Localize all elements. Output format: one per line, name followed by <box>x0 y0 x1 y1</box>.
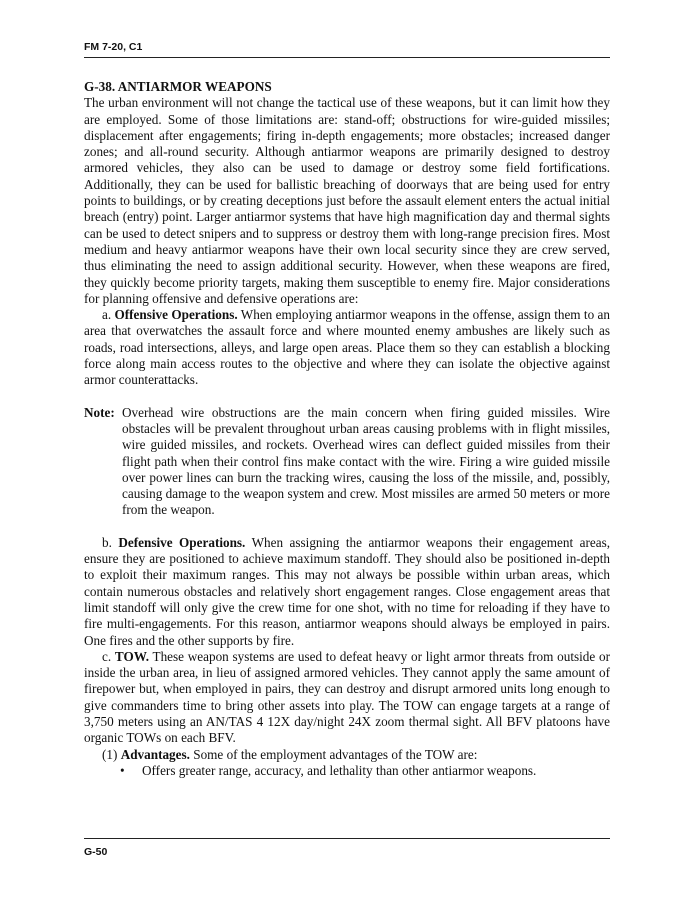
paragraph-b-prefix: b. <box>102 534 119 550</box>
note-text: Overhead wire obstructions are the main concern when firing guided missiles. Wire obstacles will be prevalent throughout urban areas causing problems with in flight missiles, wire guided missiles, and rockets. Overhead wires can deflect guided missiles from their flight path when their control fins make contact with the wire. Firing a wire guided missile over power lines can burn the tracking wires, causing the loss of the missile, and, possibly, causing damage to the weapon system and crew. Most missiles are armed 50 meters or more from the weapon. <box>122 404 610 518</box>
paragraph-b <box>84 535 610 649</box>
paragraph-c-prefix: c. <box>102 648 115 664</box>
paragraph-c-lead: TOW. <box>114 648 149 664</box>
bullet-icon: • <box>120 762 125 778</box>
header-rule <box>84 57 610 58</box>
paragraph-a <box>84 307 610 388</box>
paragraph-a-text: When employing antiarmor weapons in the offense, assign them to an area that overwatches the assault force and where mounted enemy ambushes are likely such as roads, road intersections, alleys, and large open areas. Place them so they can establish a blocking force along main access routes to the objective and where they can isolate the objective against armor counterattacks. <box>84 307 610 388</box>
advantages-prefix: (1) <box>102 746 121 762</box>
paragraph-a-lead: Offensive Operations. <box>114 307 238 323</box>
paragraph-b-lead: Defensive Operations. <box>118 534 246 550</box>
section-heading: G-38. ANTIARMOR WEAPONS <box>84 79 272 94</box>
paragraph-b-text: When assigning the antiarmor weapons their engagement areas, ensure they are positioned to achieve maximum standoff. They should also be positioned in-depth to exploit their maximum ranges. This may not always be possible within urban areas, which contain numerous obstacles and relatively short engagement ranges. Close engagement areas that limit standoff will only give the crew time for one shot, with no time for reloading if they have to fire multi-engagements. For this reason, antiarmor weapons should always be employed in pairs. One fires and the other supports by fire. <box>84 534 611 648</box>
advantages-text: Some of the employment advantages of the TOW are: <box>189 746 478 762</box>
paragraph-a-prefix: a. <box>102 307 115 323</box>
page-number: G-50 <box>84 846 108 858</box>
paragraph-c-text: These weapon systems are used to defeat heavy or light armor threats from outside or inside the urban area, in lieu of assigned armored vehicles. They cannot apply the same amount of firepower but, when employed in pairs, they can destroy and disrupt armored units long enough to give commanders time to bring other assets into play. The TOW can engage targets at a range of 3,750 meters using an AN/TAS 4 12X day/night 24X zoom thermal sight. All BFV platoons have organic TOWs on each BFV. <box>84 648 610 746</box>
advantages-paragraph <box>84 747 610 763</box>
note-label: Note: <box>84 404 115 420</box>
bullet-text: Offers greater range, accuracy, and lethality than other antiarmor weapons. <box>142 762 537 778</box>
page-content <box>84 79 610 779</box>
paragraph-c <box>84 649 610 747</box>
page-header: FM 7-20, C1 <box>84 41 143 53</box>
footer-rule <box>84 838 610 839</box>
section-intro: The urban environment will not change the tactical use of these weapons, but it can limit how they are employed. Some of those limitations are: stand-off; obstructions for wire-guided missiles; displacement after engagements; firing in-depth engagements; more obstacles; increased danger zones; and all-round security. Although antiarmor weapons are primarily designed to destroy armored vehicles, they also can be used to damage or destroy some field fortifications. Additionally, they can be used for ballistic breaching of doorways that are being used for entry points to buildings, or by creating deceptions just before the assault element enters the actual initial breach (entry) point. Larger antiarmor systems that have high magnification day and thermal sights can be used to detect snipers and to suppress or destroy them with long-range precision fires. Most medium and heavy antiarmor weapons have their own local security since they are crew served, thus eliminating the need to assign additional security. However, when these weapons are fired, they quickly become priority targets, making them susceptible to enemy fire. Major considerations for planning offensive and defensive operations are: <box>84 95 610 306</box>
list-item <box>84 763 610 779</box>
note-block <box>84 405 610 519</box>
advantages-lead: Advantages. <box>120 746 190 762</box>
